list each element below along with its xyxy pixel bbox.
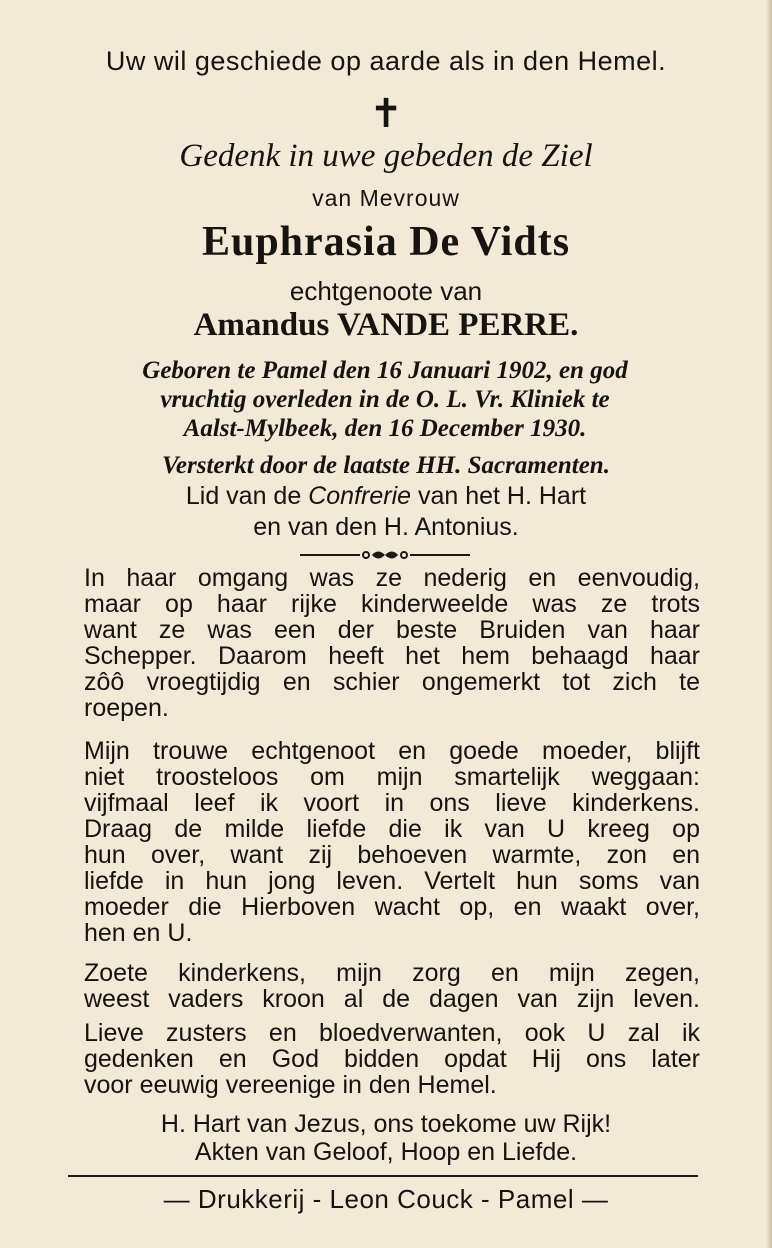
cross-icon: ✝	[369, 92, 403, 136]
text-line: liefde in hun jong leven. Vertelt hun soms van	[84, 867, 700, 895]
text-line: In haar omgang was ze nederig en eenvoudig,	[84, 564, 700, 592]
text-line: roepen.	[84, 694, 169, 722]
text-line: voor eeuwig vereenige in den Hemel.	[84, 1071, 497, 1099]
text-line: niet troosteloos om mijn smartelijk weggaan:	[84, 763, 700, 791]
ornament-divider	[300, 545, 470, 565]
text-line: hun over, want zij behoeven warmte, zon en	[84, 841, 700, 869]
membership-text: van het H. Hart	[417, 482, 587, 510]
sacraments-line: Versterkt door de laatste HH. Sacramenten.	[162, 452, 610, 479]
deceased-name: Euphrasia De Vidts	[201, 219, 571, 265]
text-line: hen en U.	[84, 919, 193, 947]
text-line: Zoete kinderkens, mijn zorg en mijn zegen,	[84, 959, 700, 987]
card-edge	[766, 0, 772, 1248]
text-line: weest vaders kroon al de dagen van zijn leven.	[84, 985, 700, 1013]
closing-acts: Akten van Geloof, Hoop en Liefde.	[194, 1138, 578, 1166]
heading: Gedenk in uwe gebeden de Ziel	[179, 138, 593, 174]
text-line: moeder die Hierboven wacht op, en waakt over,	[84, 893, 700, 921]
paragraph-1	[84, 565, 700, 721]
text-line: Schepper. Daarom heeft het hem behaagd haar	[84, 642, 700, 670]
birth-death-details	[60, 356, 710, 443]
text-line: maar op haar rijke kinderweelde was ze trots	[84, 590, 700, 618]
title-line: van Mevrouw	[312, 185, 460, 211]
text-line: Lieve zusters en bloedverwanten, ook U zal ik	[84, 1019, 700, 1047]
text-line: Mijn trouwe echtgenoot en goede moeder, blijft	[84, 737, 700, 765]
spouse-intro: echtgenoote van	[289, 276, 483, 306]
confrerie-word: Confrerie	[308, 482, 412, 510]
printer-credit: — Drukkerij - Leon Couck - Pamel —	[163, 1184, 609, 1214]
text-line: Draag de milde liefde die ik van U kreeg op	[84, 815, 700, 843]
closing-prayer: H. Hart van Jezus, ons toekome uw Rijk!	[160, 1110, 612, 1138]
text-line: zôô vroegtijdig en schier ongemerkt tot zich te	[84, 668, 700, 696]
birth-line: Geboren te Pamel den 16 Januari 1902, en god	[142, 357, 628, 384]
membership-line-2: en van den H. Antonius.	[253, 513, 519, 541]
paragraph-2	[84, 738, 700, 946]
paragraph-3	[84, 960, 700, 1012]
text-line: vijfmaal leef ik voort in ons lieve kinderkens.	[84, 789, 700, 817]
paragraph-4	[84, 1020, 700, 1098]
birth-line: Aalst-Mylbeek, den 16 December 1930.	[183, 415, 587, 442]
membership-line-1	[0, 482, 772, 511]
spouse-name: Amandus VANDE PERRE.	[193, 307, 579, 343]
text-line: want ze was een der beste Bruiden van haar	[84, 616, 700, 644]
motto: Uw wil geschiede op aarde als in den Hemel.	[105, 46, 667, 76]
divider-line	[68, 1175, 698, 1177]
membership-text: Lid van de	[185, 482, 302, 510]
birth-line: vruchtig overleden in de O. L. Vr. Kliniek te	[160, 386, 610, 413]
text-line: gedenken en God bidden opdat Hij ons later	[84, 1045, 700, 1073]
